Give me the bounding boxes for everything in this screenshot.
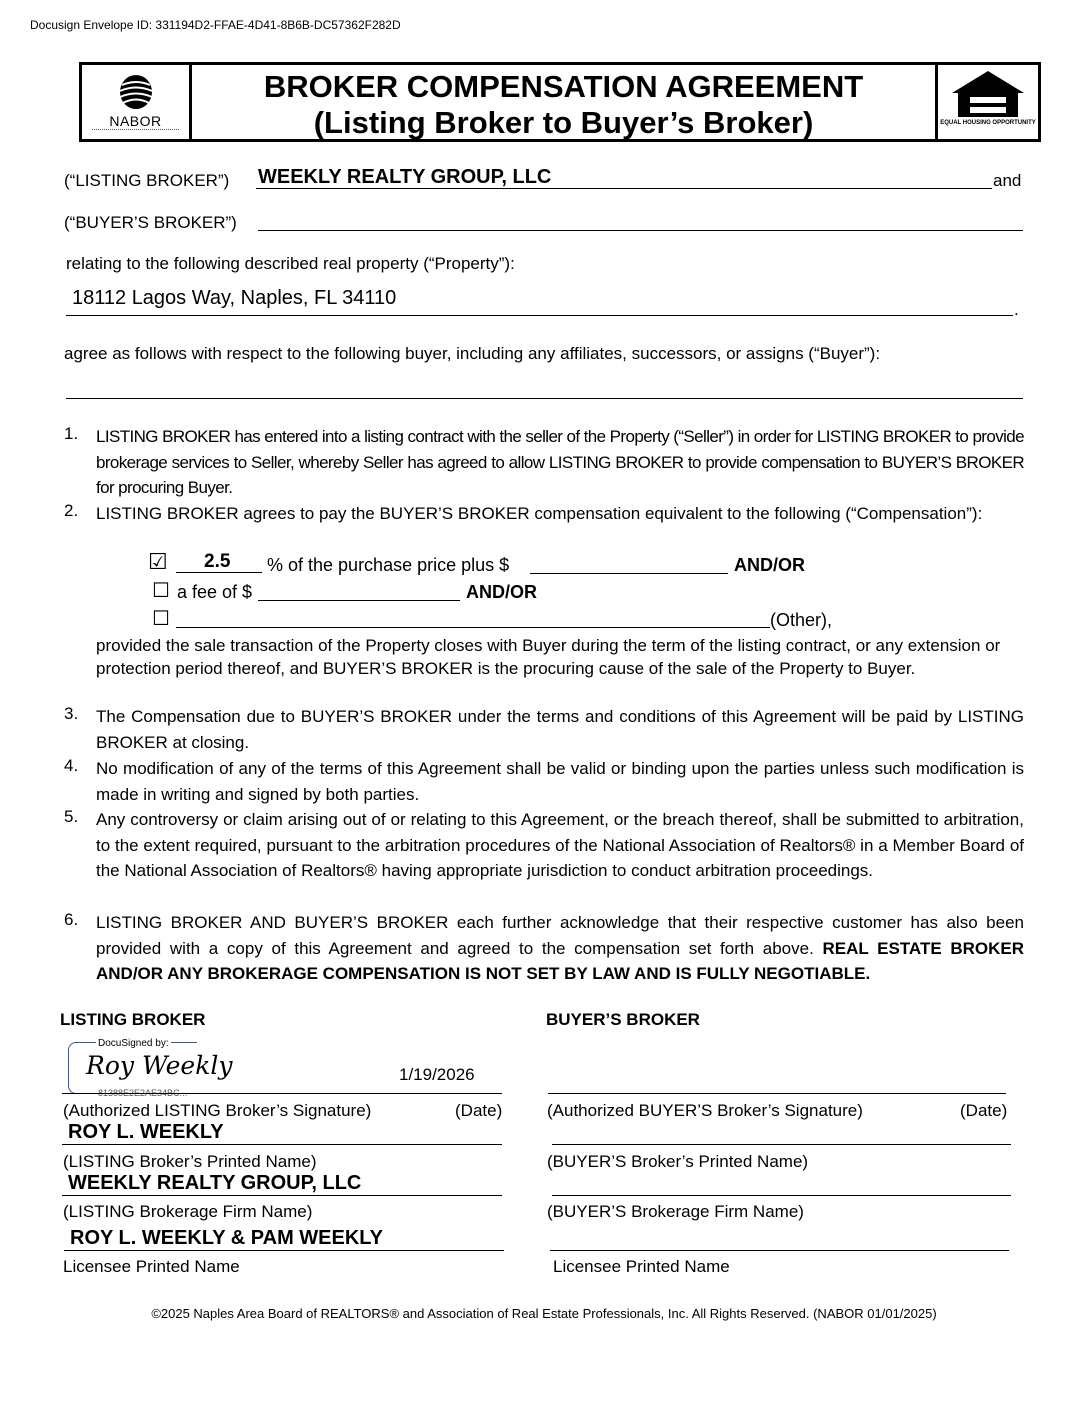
clause-4: No modification of any of the terms of this Agreement shall be valid or binding upon the parties unless such modification is made in writing and signed by both parties. <box>96 759 1024 804</box>
clause-2-tail: provided the sale transaction of the Property closes with Buyer during the term of the listing contract, or any extension or protection period thereof, and BUYER’S BROKER is the procuring cause of the sale of the Property to Buyer. <box>96 636 1001 678</box>
envelope-id: Docusign Envelope ID: 331194D2-FFAE-4D41-8B6B-DC57362F282D <box>30 18 401 32</box>
nabor-logo-text: NABOR <box>109 113 162 129</box>
percent-checkbox[interactable]: ☑ <box>148 549 168 574</box>
buyers-licensee-field[interactable] <box>550 1250 1009 1251</box>
footer-copyright: ©2025 Naples Area Board of REALTORS® and Association of Real Estate Professionals, Inc. All Rights Reserved. (NABOR 01/01/2025) <box>151 1306 937 1321</box>
property-label: relating to the following described real property (“Property”): <box>66 254 515 273</box>
buyers-broker-heading: BUYER’S BROKER <box>546 1010 700 1029</box>
licensee-printed-name[interactable]: ROY L. WEEKLY & PAM WEEKLY <box>70 1227 384 1249</box>
docusigned-by-label: DocuSigned by: <box>98 1038 169 1049</box>
fee-checkbox[interactable]: ☐ <box>152 580 170 602</box>
other-checkbox[interactable]: ☐ <box>152 608 170 630</box>
document-header <box>79 62 1041 142</box>
clause-2: LISTING BROKER agrees to pay the BUYER’S BROKER compensation equivalent to the following (“Compensation”): <box>96 504 983 523</box>
listing-printed-name[interactable]: ROY L. WEEKLY <box>68 1121 224 1143</box>
buyers-printed-name-field[interactable] <box>552 1144 1011 1145</box>
negotiable-notice: REAL ESTATE BROKER AND/OR ANY BROKERAGE COMPENSATION IS NOT SET BY LAW AND IS FULLY NEGOTIABLE. <box>96 938 1025 983</box>
and-text: and <box>993 171 1022 190</box>
plus-amount-field[interactable] <box>530 573 728 574</box>
buyer-label: agree as follows with respect to the following buyer, including any affiliates, successors, or assigns (“Buyer”): <box>64 344 881 363</box>
listing-broker-label: (“LISTING BROKER”) <box>64 171 230 190</box>
equal-housing-house-icon <box>938 65 1038 121</box>
property-field[interactable]: 18112 Lagos Way, Naples, FL 34110 <box>72 287 397 309</box>
equal-housing-text: EQUAL HOUSING OPPORTUNITY <box>940 120 1036 126</box>
clause-6: LISTING BROKER AND BUYER’S BROKER each further acknowledge that their respective customer has also been provided with a copy of this Agreement and agreed to the compensation set forth above. REAL ESTATE BROKER AND/OR ANY BROKERAGE COMPENSATION IS NOT SET BY LAW AND IS FULLY NEGOTIABLE. <box>96 913 1025 983</box>
clause-5: Any controversy or claim arising out of or relating to this Agreement, or the breach thereof, shall be submitted to arbitration, to the extent required, pursuant to the arbitration procedures of the National Association of Realtors® in a Member Board of the National Association of Realtors® having appropriate jurisdiction to conduct arbitration proceedings. <box>96 810 1024 880</box>
buyers-signature-field[interactable] <box>548 1093 1006 1094</box>
fee-amount-field[interactable] <box>258 600 460 601</box>
fee-text: a fee of $ <box>177 582 253 602</box>
listing-signature[interactable]: Roy Weekly <box>86 1051 233 1080</box>
clause-3: The Compensation due to BUYER’S BROKER under the terms and conditions of this Agreement will be paid by LISTING BROKER at closing. <box>96 707 1024 752</box>
percent-text: % of the purchase price plus $ <box>267 555 510 575</box>
buyers-broker-label: (“BUYER’S BROKER”) <box>64 213 237 232</box>
nabor-emblem-icon <box>82 65 189 115</box>
page-subtitle: (Listing Broker to Buyer’s Broker) <box>313 105 814 140</box>
percent-field[interactable]: 2.5 <box>204 551 231 572</box>
listing-broker-field[interactable]: WEEKLY REALTY GROUP, LLC <box>258 166 552 188</box>
buyers-firm-name-field[interactable] <box>552 1195 1011 1196</box>
listing-date[interactable]: 1/19/2026 <box>399 1065 475 1084</box>
listing-broker-heading: LISTING BROKER <box>60 1010 206 1029</box>
equal-housing-logo <box>935 65 1038 139</box>
nabor-logo <box>82 65 192 139</box>
page-title: BROKER COMPENSATION AGREEMENT <box>263 69 864 104</box>
clause-1: LISTING BROKER has entered into a listing contract with the seller of the Property (“Seller”) in order for LISTING BROKER to provide brokerage services to Seller, whereby Seller has agreed to allow LISTING BROKER to provide compensation to BUYER’S BROKER for procuring Buyer. <box>96 427 1024 497</box>
listing-firm-name[interactable]: WEEKLY REALTY GROUP, LLC <box>68 1172 362 1194</box>
docusign-id: 81388E2E2AE34BC... <box>98 1088 188 1098</box>
other-field[interactable] <box>176 627 770 628</box>
